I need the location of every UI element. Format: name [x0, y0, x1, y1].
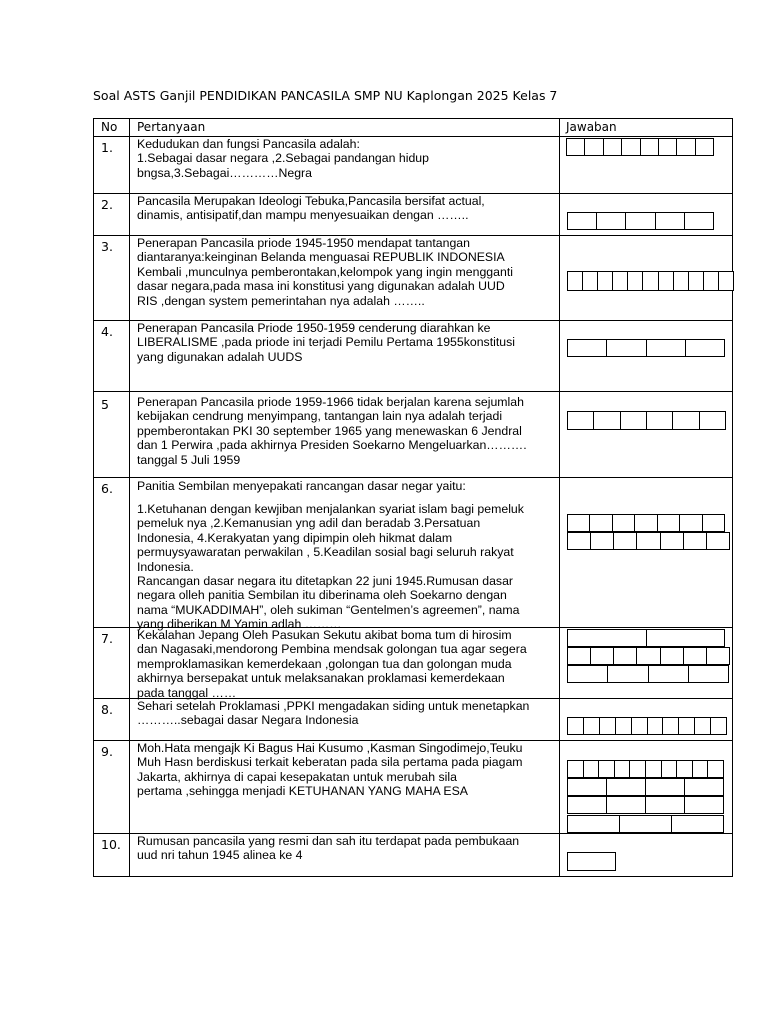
header-question: Pertanyaan	[137, 120, 206, 134]
answer-letter-box[interactable]	[567, 796, 607, 814]
answer-letter-box[interactable]	[673, 271, 689, 291]
answer-letter-box[interactable]	[692, 760, 708, 778]
answer-letter-box[interactable]	[606, 796, 646, 814]
column-divider	[129, 119, 130, 876]
header-no: No	[101, 120, 118, 134]
answer-letter-box[interactable]	[676, 138, 696, 156]
answer-letter-box[interactable]	[702, 514, 725, 532]
answer-letter-box[interactable]	[645, 796, 685, 814]
answer-letter-box[interactable]	[710, 717, 727, 735]
answer-letter-box[interactable]	[660, 647, 684, 665]
answer-letter-box[interactable]	[597, 271, 613, 291]
answer-letter-box[interactable]	[694, 717, 711, 735]
answer-letter-box[interactable]	[613, 532, 637, 550]
answer-letter-box[interactable]	[590, 647, 614, 665]
answer-letter-box[interactable]	[590, 532, 614, 550]
answer-letter-box[interactable]	[589, 514, 613, 532]
answer-letter-box[interactable]	[634, 514, 658, 532]
question-number: 3.	[101, 239, 113, 254]
answer-letter-box[interactable]	[676, 760, 693, 778]
answer-letter-box[interactable]	[584, 138, 604, 156]
answer-letter-box[interactable]	[627, 271, 643, 291]
answer-letter-box[interactable]	[678, 717, 695, 735]
answer-letter-box[interactable]	[566, 138, 585, 156]
answer-letter-box[interactable]	[567, 532, 591, 550]
answer-letter-box[interactable]	[646, 339, 686, 357]
answer-letter-box[interactable]	[619, 815, 672, 833]
answer-letter-box[interactable]	[567, 271, 583, 291]
answer-letter-box[interactable]	[612, 514, 635, 532]
answer-letter-box[interactable]	[658, 138, 677, 156]
question-text-detail: 1.Ketuhanan dengan kewjiban menjalankan syariat islam bagi pemeluk pemeluk nya ,2.Kemanusian yng adil dan beradab 3.Persatuan Indonesia, 4.Kerakyatan yang dipimpin oleh hikmat dalam permuysyawaratan perwakilan , 5.Keadilan sosial bagi seluruh rakyat Indonesia. Rancangan dasar negara itu ditetapkan 22 juni 1945.Rumusan dasar negara olleh panitia Sembilan itu diberinama oleh Soekarno dengan nama “MUKADDIMAH”, oleh sukiman “Gentelmen’s agreemen”, nama yang diberikan M Yamin adlah ………	[137, 502, 524, 632]
answer-letter-box[interactable]	[648, 665, 689, 683]
answer-letter-box[interactable]	[596, 212, 626, 230]
answer-letter-box[interactable]	[636, 647, 661, 665]
answer-letter-box[interactable]	[699, 411, 726, 430]
answer-letter-box[interactable]	[607, 665, 649, 683]
answer-letter-box[interactable]	[683, 647, 707, 665]
answer-letter-box[interactable]	[672, 411, 700, 430]
answer-letter-box[interactable]	[657, 514, 680, 532]
answer-letter-box[interactable]	[695, 138, 714, 156]
answer-letter-box[interactable]	[660, 532, 684, 550]
answer-letter-box[interactable]	[567, 778, 607, 796]
answer-letter-box[interactable]	[647, 717, 663, 735]
question-text: Sehari setelah Proklamasi ,PPKI mengadakan siding untuk menetapkan ………..sebagai dasar Negara Indonesia	[137, 699, 530, 728]
answer-letter-box[interactable]	[706, 647, 730, 665]
question-text: Kekalahan Jepang Oleh Pasukan Sekutu akibat boma tum di hirosim dan Nagasaki,mendorong Pembina mendsak golongan tua agar segera memproklamasikan kemerdekaan ,golongan tua dan golongan muda akhirnya bersepakat untuk melaksanakan proklamasi kemerdekaan pada tanggal ……	[137, 628, 527, 700]
row-divider	[94, 477, 732, 478]
answer-letter-box[interactable]	[658, 271, 674, 291]
answer-letter-box[interactable]	[612, 271, 628, 291]
question-text: Moh.Hata mengajk Ki Bagus Hai Kusumo ,Kasman Singodimejo,Teuku Muh Hasn berdiskusi terkait keberatan pada sila pertama pada piagam Jakarta, akhirnya di capai kesepakatan untuk merubah sila pertama ,sehingga menjadi KETUHANAN YANG MAHA ESA	[137, 741, 523, 799]
answer-letter-box[interactable]	[645, 778, 685, 796]
answer-letter-box[interactable]	[684, 778, 724, 796]
question-number: 10.	[101, 837, 121, 852]
answer-letter-box[interactable]	[567, 760, 584, 778]
answer-letter-box[interactable]	[706, 532, 730, 550]
answer-letter-box[interactable]	[718, 271, 734, 291]
answer-letter-box[interactable]	[567, 647, 591, 665]
document-title: Soal ASTS Ganjil PENDIDIKAN PANCASILA SMP NU Kaplongan 2025 Kelas 7	[93, 88, 558, 103]
question-number: 8.	[101, 702, 113, 717]
header-answer: Jawaban	[566, 120, 617, 134]
answer-letter-box[interactable]	[636, 532, 661, 550]
question-number: 7.	[101, 631, 113, 646]
answer-letter-box[interactable]	[567, 212, 597, 230]
answer-letter-box[interactable]	[631, 717, 648, 735]
answer-letter-box[interactable]	[583, 717, 600, 735]
question-text: Rumusan pancasila yang resmi dan sah itu terdapat pada pembukaan uud nri tahun 1945 alinea ke 4	[137, 834, 520, 863]
question-text: Kedudukan dan fungsi Pancasila adalah: 1.Sebagai dasar negara ,2.Sebagai pandangan hidup bngsa,3.Sebagai…………Negra	[137, 137, 429, 180]
answer-letter-box[interactable]	[684, 796, 724, 814]
answer-letter-box[interactable]	[655, 212, 685, 230]
answer-letter-box[interactable]	[661, 760, 677, 778]
question-number: 1.	[101, 140, 113, 155]
question-number: 2.	[101, 197, 113, 212]
answer-letter-box[interactable]	[646, 629, 725, 647]
answer-letter-box[interactable]	[642, 271, 659, 291]
answer-letter-box[interactable]	[683, 532, 707, 550]
answer-letter-box[interactable]	[567, 629, 647, 647]
answer-letter-box[interactable]	[567, 514, 590, 532]
question-text: Penerapan Pancasila Priode 1950-1959 cenderung diarahkan ke LIBERALISME ,pada priode ini terjadi Pemilu Pertama 1955konstitusi yang digunakan adalah UUDS	[137, 321, 515, 364]
answer-letter-box[interactable]	[684, 212, 714, 230]
question-number: 4.	[101, 324, 113, 339]
question-text: Pancasila Merupakan Ideologi Tebuka,Pancasila bersifat actual, dinamis, antisipatif,dan mampu menyesuaikan dengan ……..	[137, 194, 485, 223]
question-number: 6.	[101, 481, 113, 496]
answer-letter-box[interactable]	[645, 760, 662, 778]
answer-letter-box[interactable]	[662, 717, 679, 735]
answer-letter-box[interactable]	[567, 717, 584, 735]
answer-letter-box[interactable]	[606, 778, 646, 796]
answer-letter-box[interactable]	[688, 271, 704, 291]
answer-letter-box[interactable]	[606, 339, 647, 357]
question-number: 9.	[101, 744, 113, 759]
question-text: Panitia Sembilan menyepakati rancangan dasar negar yaitu:	[137, 479, 466, 493]
answer-letter-box[interactable]	[621, 138, 641, 156]
answer-letter-box[interactable]	[567, 411, 594, 430]
answer-letter-box[interactable]	[688, 665, 729, 683]
answer-letter-box[interactable]	[640, 138, 659, 156]
answer-letter-box[interactable]	[703, 271, 719, 291]
question-text: Penerapan Pancasila priode 1945-1950 mendapat tantangan diantaranya:keinginan Belanda menguasai REPUBLIK INDONESIA Kembali ,munculnya pemberontakan,kelompok yang ingin mengganti dasar negara,pada masa ini konstitusi yang digunakan adalah UUD RIS ,dengan system pemerintahan nya adalah ……..	[137, 236, 513, 308]
answer-letter-box[interactable]	[583, 760, 599, 778]
answer-letter-box[interactable]	[615, 717, 632, 735]
answer-letter-box[interactable]	[613, 647, 637, 665]
answer-letter-box[interactable]	[620, 411, 647, 430]
answer-letter-box[interactable]	[671, 815, 724, 833]
question-number: 5	[101, 397, 109, 412]
answer-letter-box[interactable]	[582, 271, 598, 291]
answer-letter-box[interactable]	[567, 815, 620, 833]
answer-letter-box[interactable]	[614, 760, 630, 778]
question-text: Penerapan Pancasila priode 1959-1966 tidak berjalan karena sejumlah kebijakan cendrung menyimpang, tantangan lain nya adalah terjadi ppemberontakan PKI 30 september 1965 yang menewaskan 6 Jendral dan 1 Perwira ,pada akhirnya Presiden Soekarno Mengeluarkan………. tanggal 5 Juli 1959	[137, 395, 527, 467]
answer-letter-box[interactable]	[625, 212, 656, 230]
answer-letter-box[interactable]	[593, 411, 621, 430]
answer-letter-box[interactable]	[599, 717, 616, 735]
answer-letter-box[interactable]	[685, 339, 725, 357]
answer-letter-box[interactable]	[679, 514, 703, 532]
answer-letter-box[interactable]	[567, 852, 616, 871]
answer-letter-box[interactable]	[629, 760, 646, 778]
answer-letter-box[interactable]	[707, 760, 724, 778]
row-divider	[94, 391, 732, 392]
answer-letter-box[interactable]	[598, 760, 615, 778]
answer-letter-box[interactable]	[567, 665, 608, 683]
answer-letter-box[interactable]	[567, 339, 607, 357]
answer-letter-box[interactable]	[603, 138, 622, 156]
column-divider	[559, 119, 560, 876]
answer-letter-box[interactable]	[646, 411, 673, 430]
